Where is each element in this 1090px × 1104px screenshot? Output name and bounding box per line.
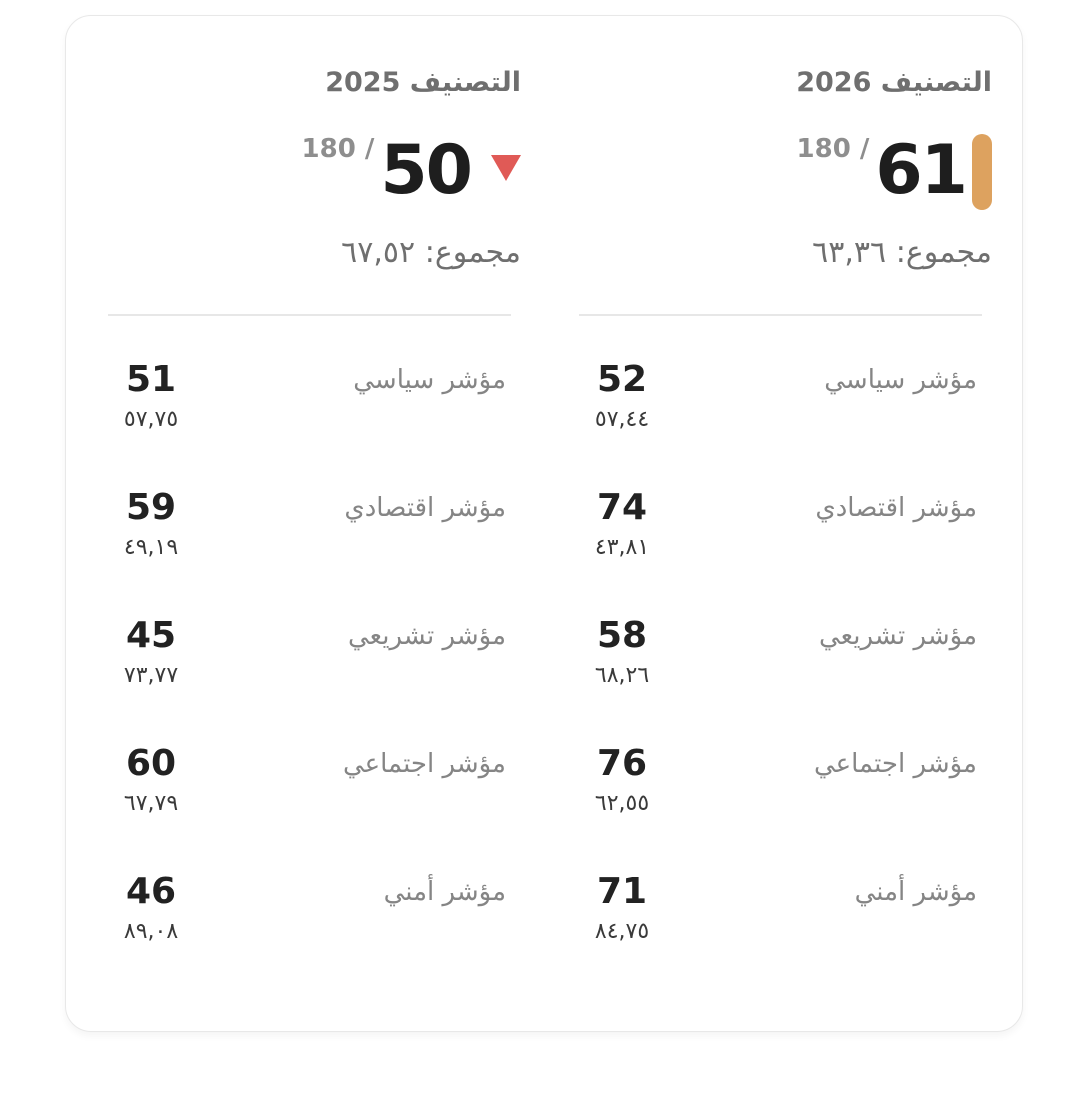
indicator-score: ٦٧,٧٩ [123, 791, 179, 816]
indicator-score: ٤٩,١٩ [123, 535, 179, 560]
indicator-row [567, 488, 977, 562]
indicator-rank-cell [108, 744, 194, 818]
ranking-card [65, 15, 1023, 1032]
rank-out-of: 180 / [301, 134, 375, 164]
indicator-label: مؤشر سياسي [824, 365, 977, 395]
indicator-rank: 52 [596, 359, 648, 400]
indicator-row [567, 872, 977, 946]
year-column-2026 [567, 64, 992, 946]
indicator-score: ٨٤,٧٥ [594, 919, 650, 944]
indicator-rank-cell [108, 488, 194, 562]
indicator-row [96, 872, 506, 946]
indicator-label: مؤشر اجتماعي [813, 749, 977, 779]
indicator-label: مؤشر أمني [854, 877, 977, 907]
indicator-row [96, 360, 506, 434]
rank-bar-icon [972, 134, 992, 210]
indicator-score: ٥٧,٧٥ [123, 407, 179, 432]
indicator-rank-cell [579, 744, 665, 818]
total-score: مجموع: ٦٣,٣٦ [812, 235, 992, 270]
indicator-label: مؤشر أمني [383, 877, 506, 907]
indicator-score: ٤٣,٨١ [594, 535, 650, 560]
year-title: التصنيف 2026 [796, 67, 992, 98]
indicator-rank: 59 [125, 487, 177, 528]
indicator-rank-cell [579, 616, 665, 690]
indicator-label: مؤشر تشريعي [819, 621, 977, 651]
indicator-row [96, 616, 506, 690]
indicator-row [567, 360, 977, 434]
indicator-score: ٦٨,٢٦ [594, 663, 650, 688]
indicator-rank: 60 [125, 743, 177, 784]
indicator-row [567, 616, 977, 690]
rank-out-of: 180 / [796, 134, 870, 164]
indicator-rank-cell [108, 616, 194, 690]
indicator-label: مؤشر اجتماعي [342, 749, 506, 779]
divider [108, 314, 511, 316]
rank-value: 61 [875, 131, 966, 210]
indicator-score: ٥٧,٤٤ [594, 407, 650, 432]
indicator-rank-cell [579, 360, 665, 434]
indicator-rank: 45 [125, 615, 177, 656]
indicator-row [567, 744, 977, 818]
indicator-list [96, 360, 521, 946]
rank-down-triangle-icon [491, 155, 521, 181]
indicator-rank: 58 [596, 615, 648, 656]
year-columns [96, 64, 992, 946]
indicator-rank: 74 [596, 487, 648, 528]
year-title: التصنيف 2025 [325, 67, 521, 98]
indicator-score: ٦٢,٥٥ [594, 791, 650, 816]
indicator-rank: 51 [125, 359, 177, 400]
indicator-rank-cell [579, 488, 665, 562]
year-column-2025 [96, 64, 521, 946]
indicator-score: ٨٩,٠٨ [123, 919, 179, 944]
total-score: مجموع: ٦٧,٥٢ [341, 235, 521, 270]
indicator-score: ٧٣,٧٧ [123, 663, 179, 688]
indicator-rank-cell [579, 872, 665, 946]
indicator-rank-cell [108, 872, 194, 946]
indicator-label: مؤشر تشريعي [348, 621, 506, 651]
indicator-list [567, 360, 992, 946]
indicator-rank-cell [108, 360, 194, 434]
indicator-label: مؤشر اقتصادي [815, 493, 977, 523]
indicator-row [96, 744, 506, 818]
divider [579, 314, 982, 316]
indicator-label: مؤشر اقتصادي [344, 493, 506, 523]
indicator-label: مؤشر سياسي [353, 365, 506, 395]
indicator-row [96, 488, 506, 562]
rank-row [567, 132, 992, 210]
indicator-rank: 46 [125, 871, 177, 912]
rank-row [96, 132, 521, 210]
indicator-rank: 76 [596, 743, 648, 784]
rank-value: 50 [380, 131, 471, 210]
indicator-rank: 71 [596, 871, 648, 912]
